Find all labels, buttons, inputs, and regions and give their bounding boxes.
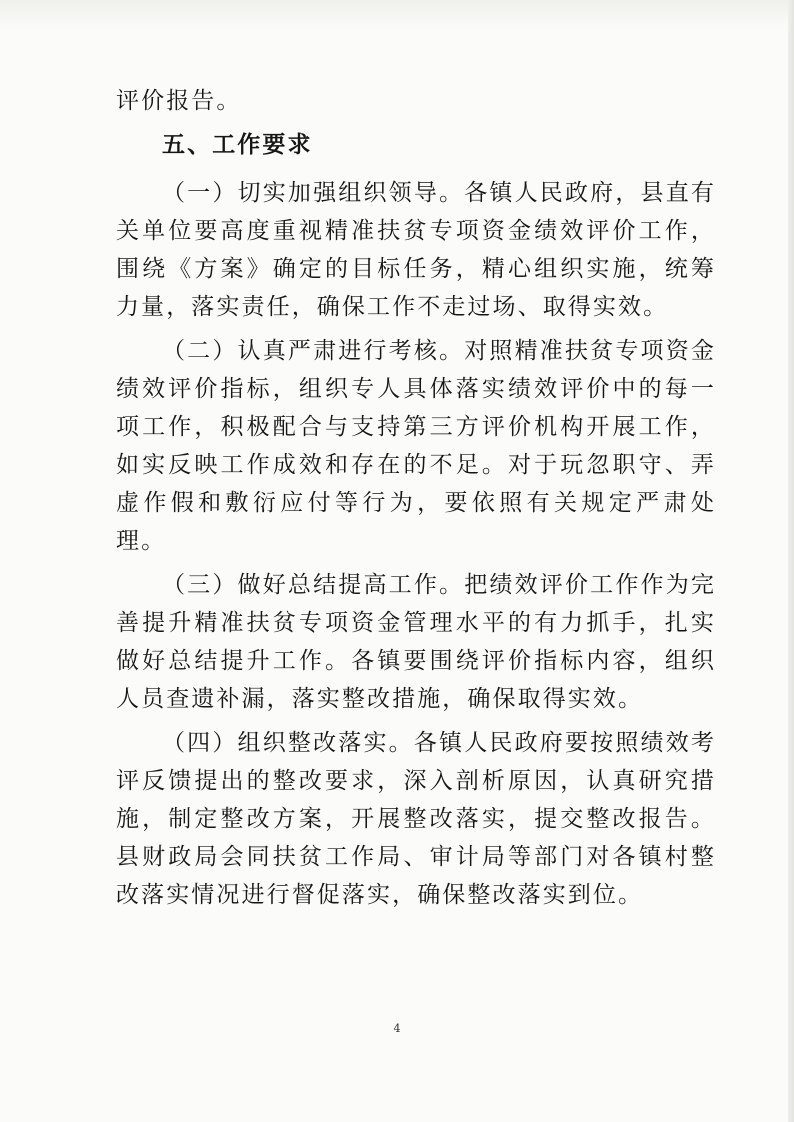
document-body bbox=[116, 82, 716, 920]
paragraph-1: （一）切实加强组织领导。各镇人民政府，县直有关单位要高度重视精准扶贫专项资金绩效评价工作，围绕《方案》确定的目标任务，精心组织实施，统筹力量，落实责任，确保工作不走过场、取得实效。 bbox=[116, 180, 716, 320]
page-number: 4 bbox=[393, 1022, 401, 1035]
section-heading: 五、工作要求 bbox=[162, 132, 313, 158]
paragraph-4: （四）组织整改落实。各镇人民政府要按照绩效考评反馈提出的整改要求，深入剖析原因，认真研究措施，制定整改方案，开展整改落实，提交整改报告。县财政局会同扶贫工作局、审计局等部门对各镇村整改落实情况进行督促落实，确保整改落实到位。 bbox=[116, 730, 716, 908]
paragraph-3: （三）做好总结提高工作。把绩效评价工作作为完善提升精准扶贫专项资金管理水平的有力抓手，扎实做好总结提升工作。各镇要围绕评价指标内容，组织人员查遗补漏，落实整改措施，确保取得实效。 bbox=[116, 572, 716, 712]
scan-shadow-right bbox=[788, 0, 794, 1122]
scan-shadow-top bbox=[0, 0, 794, 28]
lead-line: 评价报告。 bbox=[116, 88, 242, 114]
paragraph-2: （二）认真严肃进行考核。对照精准扶贫专项资金绩效评价指标，组织专人具体落实绩效评价中的每一项工作，积极配合与支持第三方评价机构开展工作，如实反映工作成效和存在的不足。对于玩忽职守、弄虚作假和敷衍应付等行为，要依照有关规定严肃处理。 bbox=[116, 338, 716, 554]
